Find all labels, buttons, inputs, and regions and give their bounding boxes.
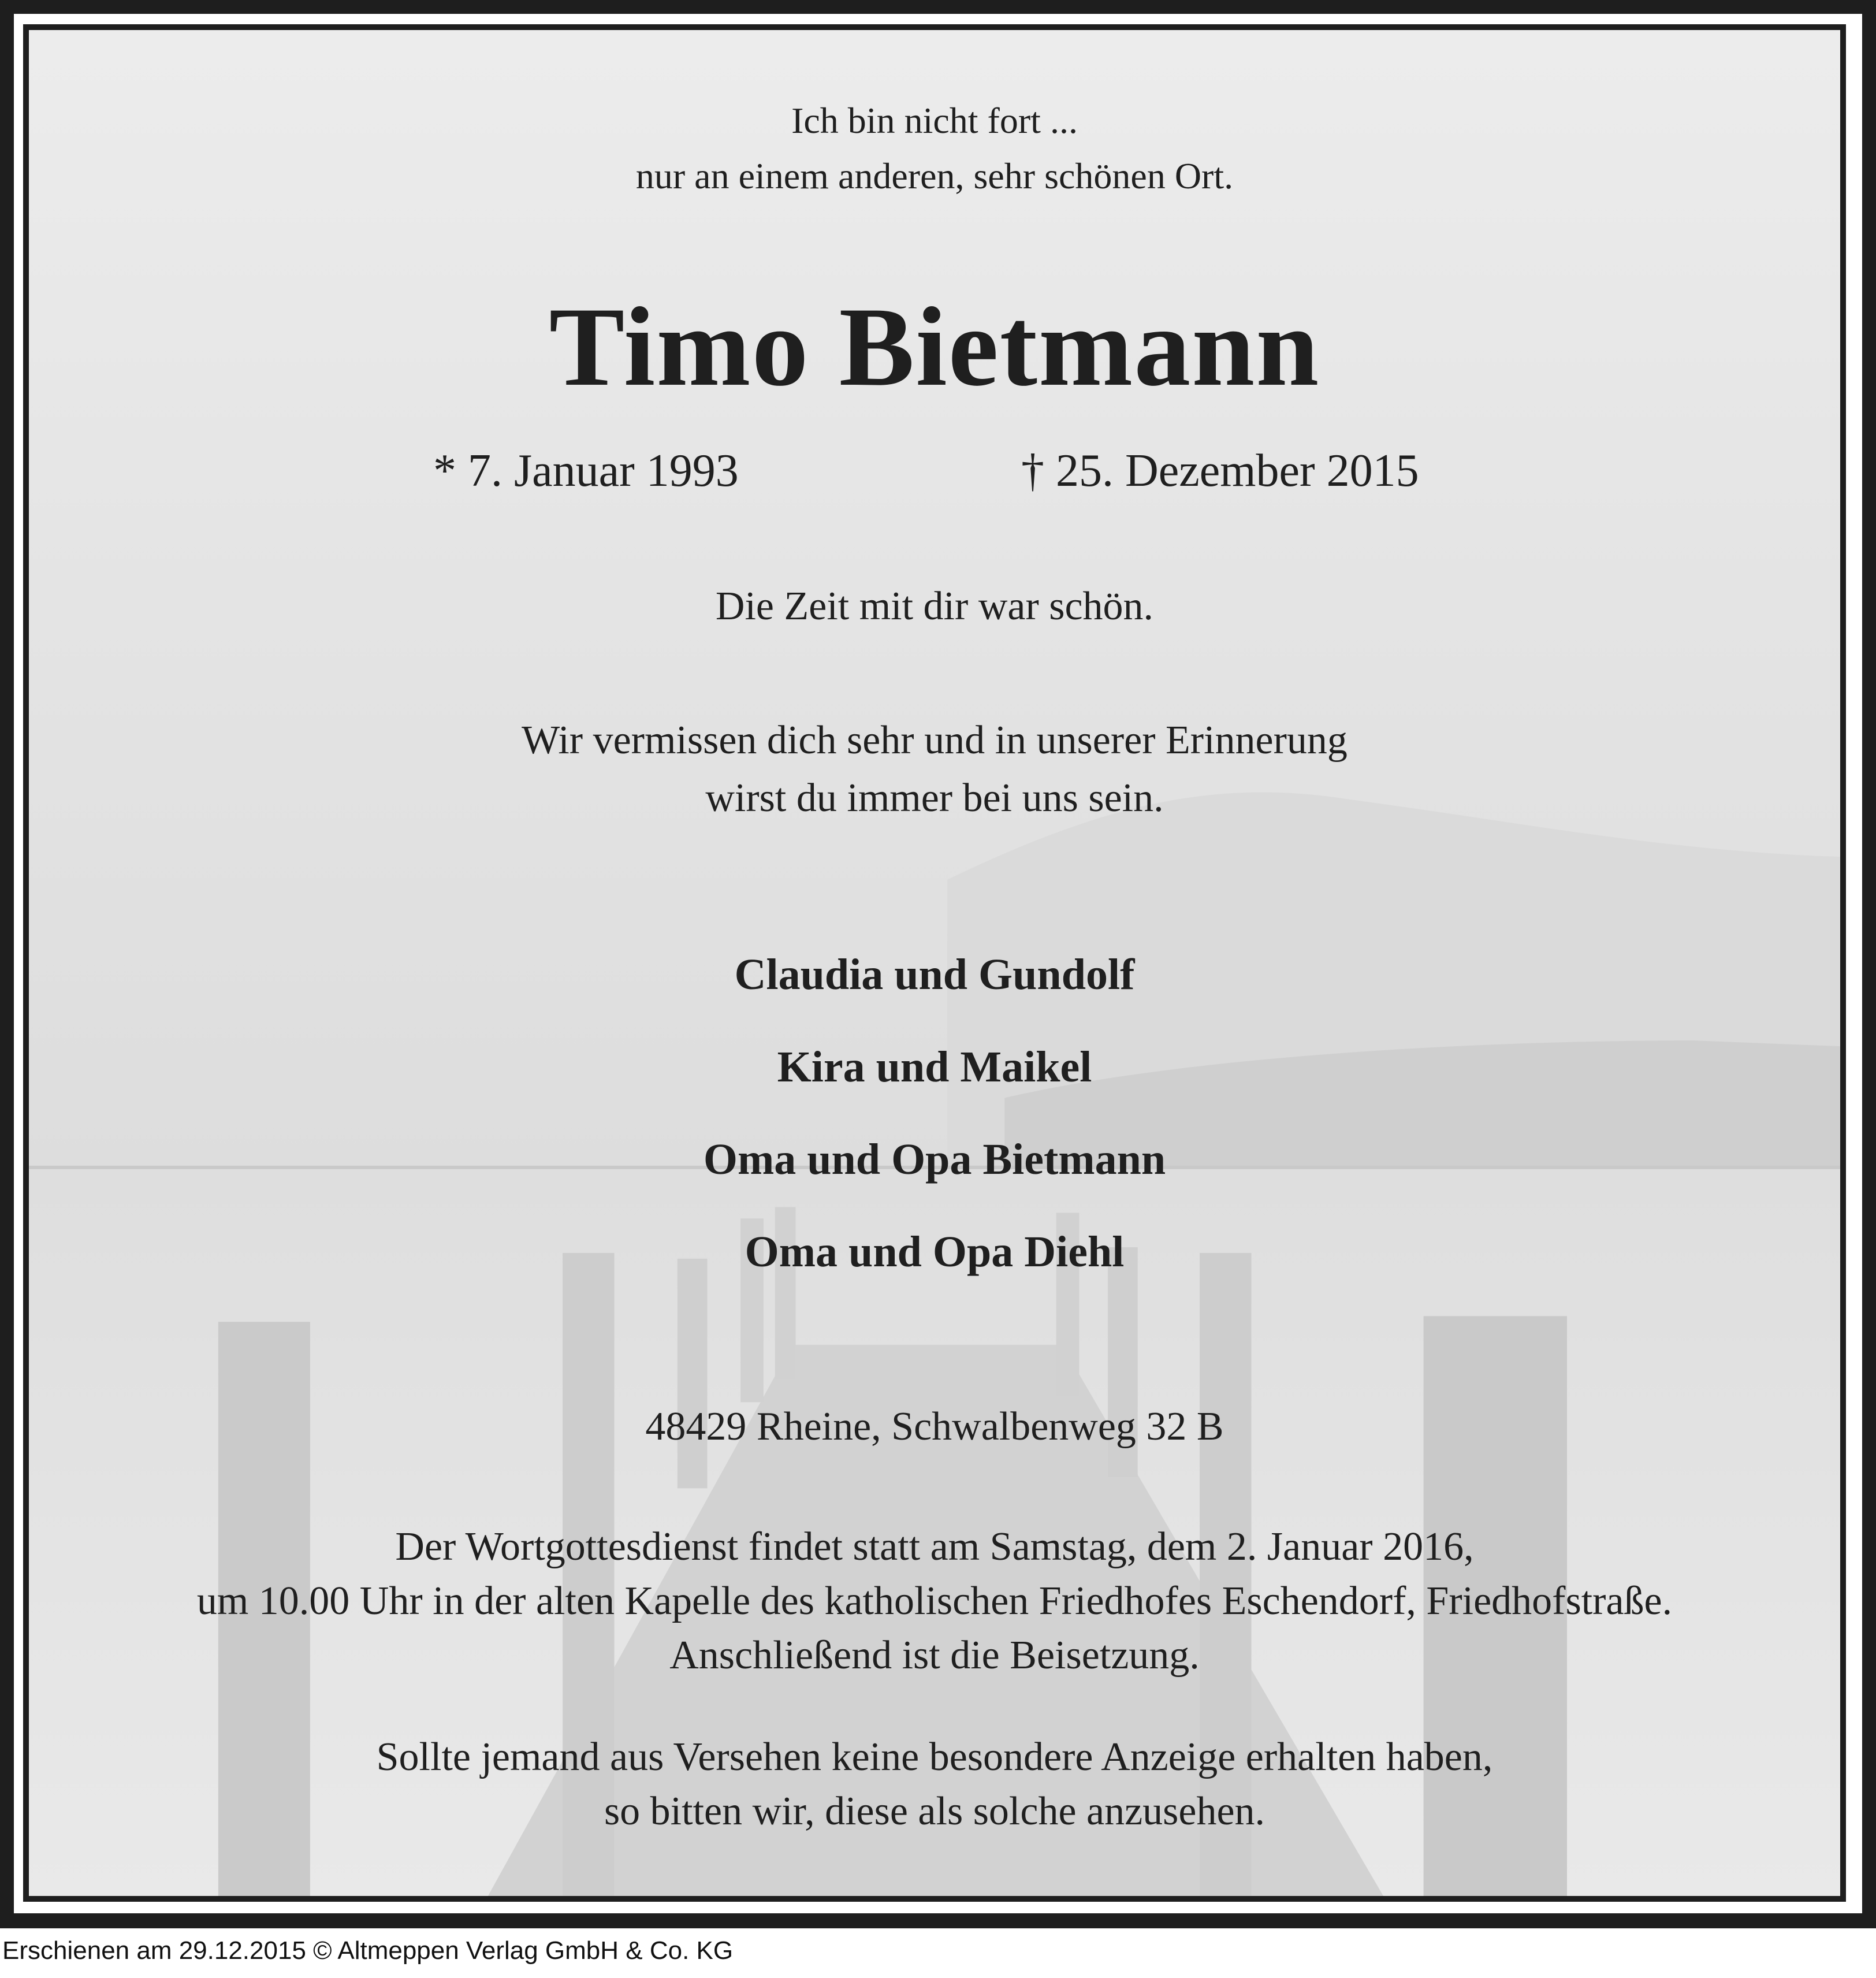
deceased-name: Timo Bietmann [549, 284, 1320, 410]
motto-line-1: Ich bin nicht fort ... [791, 100, 1078, 141]
family-address: 48429 Rheine, Schwalbenweg 32 B [645, 1404, 1224, 1449]
notice-frame [23, 24, 1846, 1902]
life-dates [29, 445, 1840, 508]
closing-line-2: so bitten wir, diese als solche anzusehen. [604, 1789, 1265, 1834]
mourner: Claudia und Gundolf [734, 950, 1135, 999]
birth-date: * 7. Januar 1993 [433, 445, 739, 496]
mourner: Oma und Opa Diehl [745, 1228, 1125, 1276]
message-line-2: Wir vermissen dich sehr und in unserer Erinnerung [522, 718, 1348, 763]
service-line-1: Der Wortgottesdienst findet statt am Samstag, dem 2. Januar 2016, [395, 1525, 1474, 1569]
mourner: Oma und Opa Bietmann [703, 1135, 1166, 1184]
motto-line-2: nur an einem anderen, sehr schönen Ort. [635, 155, 1234, 196]
service-line-3: Anschließend ist die Beisetzung. [669, 1633, 1200, 1678]
publication-credit: Erschienen am 29.12.2015 © Altmeppen Verlag GmbH & Co. KG [2, 1936, 734, 1965]
mourner: Kira und Maikel [777, 1043, 1092, 1091]
notice-text [29, 30, 1840, 1896]
service-line-2: um 10.00 Uhr in der alten Kapelle des katholischen Friedhofes Eschendorf, Friedhofstraße. [196, 1579, 1673, 1623]
closing-line-1: Sollte jemand aus Versehen keine besondere Anzeige erhalten haben, [376, 1735, 1493, 1779]
message-line-3: wirst du immer bei uns sein. [705, 776, 1164, 820]
message-line-1: Die Zeit mit dir war schön. [715, 584, 1154, 629]
death-date: † 25. Dezember 2015 [1021, 445, 1419, 496]
